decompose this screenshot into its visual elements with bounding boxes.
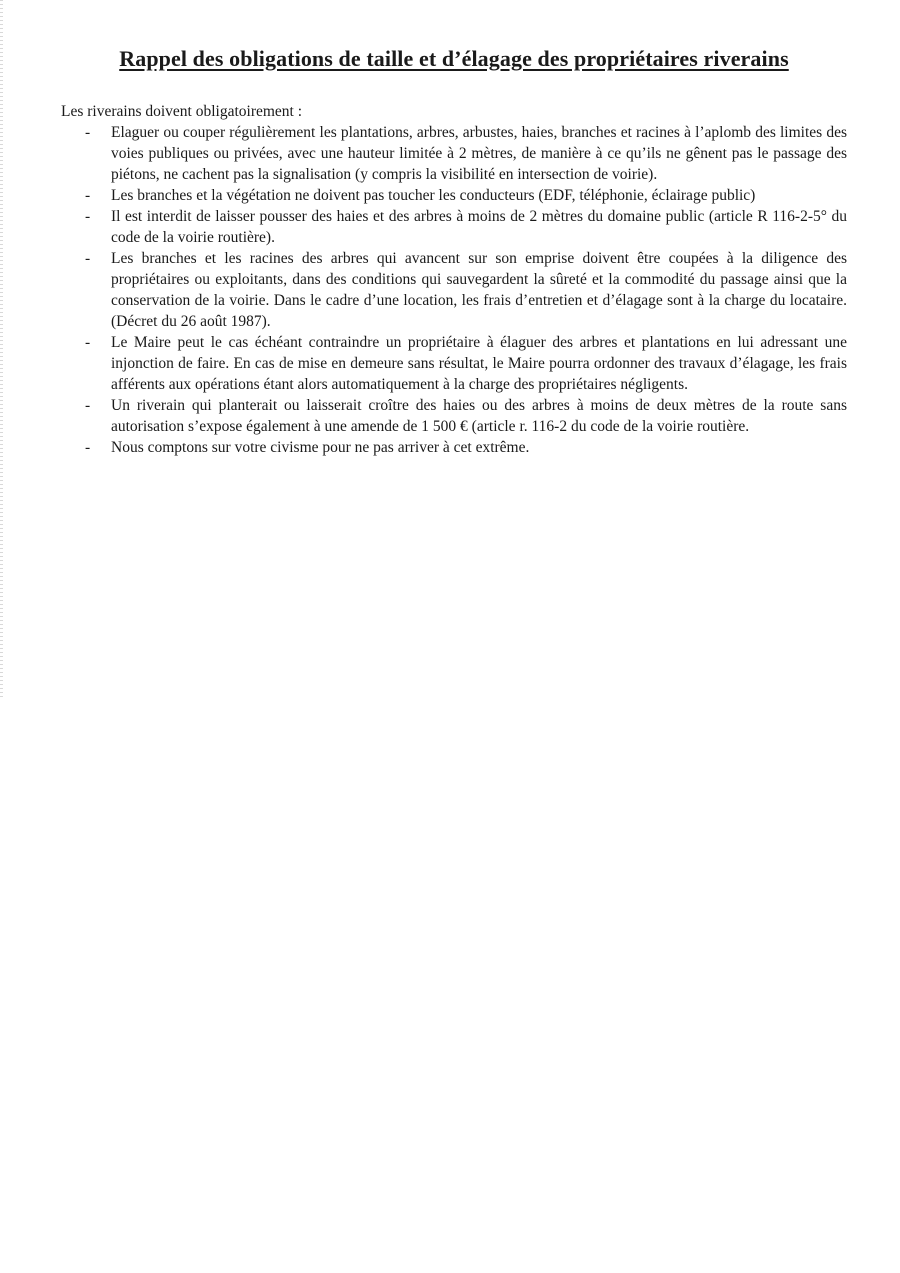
list-item-text: Les branches et les racines des arbres qui avancent sur son emprise doivent être coupées à la diligence des propriétaires ou exploitants, dans des conditions qui sauvegardent la sûreté et la commodité du passage ainsi que la conservation de la voirie. Dans le cadre d’une location, les frais d’entretien et d’élagage sont à la charge du locataire. (Décret du 26 août 1987). xyxy=(111,250,847,330)
list-item-text: Nous comptons sur votre civisme pour ne pas arriver à cet extrême. xyxy=(111,439,530,456)
list-item xyxy=(61,437,847,458)
list-item-text: Un riverain qui planterait ou laisserait croître des haies ou des arbres à moins de deux mètres de la route sans autorisation s’expose également à une amende de 1 500 € (article r. 116-2 du code de la voirie routière. xyxy=(111,397,847,435)
list-item xyxy=(61,395,847,437)
bullet-dash: - xyxy=(85,250,91,267)
page-title: Rappel des obligations de taille et d’élagage des propriétaires riverains xyxy=(119,46,789,71)
obligations-list xyxy=(61,122,847,458)
scan-edge-marks xyxy=(0,0,3,700)
list-item-text: Les branches et la végétation ne doivent pas toucher les conducteurs (EDF, téléphonie, éclairage public) xyxy=(111,187,756,204)
list-item xyxy=(61,206,847,248)
bullet-dash: - xyxy=(85,187,91,204)
list-item xyxy=(61,248,847,332)
bullet-dash: - xyxy=(85,439,91,456)
list-item xyxy=(61,332,847,395)
bullet-dash: - xyxy=(85,334,91,351)
intro-text: Les riverains doivent obligatoirement : xyxy=(61,103,303,120)
bullet-dash: - xyxy=(85,397,91,414)
bullet-dash: - xyxy=(85,208,91,225)
list-item xyxy=(61,122,847,185)
bullet-dash: - xyxy=(85,124,91,141)
list-item-text: Elaguer ou couper régulièrement les plantations, arbres, arbustes, haies, branches et racines à l’aplomb des limites des voies publiques ou privées, avec une hauteur limitée à 2 mètres, de manière à ce qu’ils ne gênent pas le passage des piétons, ne cachent pas la signalisation (y compris la visibilité en intersection de voirie). xyxy=(111,124,847,183)
list-item xyxy=(61,185,847,206)
list-item-text: Il est interdit de laisser pousser des haies et des arbres à moins de 2 mètres du domaine public (article R 116-2-5° du code de la voirie routière). xyxy=(111,208,847,246)
list-item-text: Le Maire peut le cas échéant contraindre un propriétaire à élaguer des arbres et plantations en lui adressant une injonction de faire. En cas de mise en demeure sans résultat, le Maire pourra ordonner des travaux d’élagage, les frais afférents aux opérations étant alors automatiquement à la charge des propriétaires négligents. xyxy=(111,334,847,393)
